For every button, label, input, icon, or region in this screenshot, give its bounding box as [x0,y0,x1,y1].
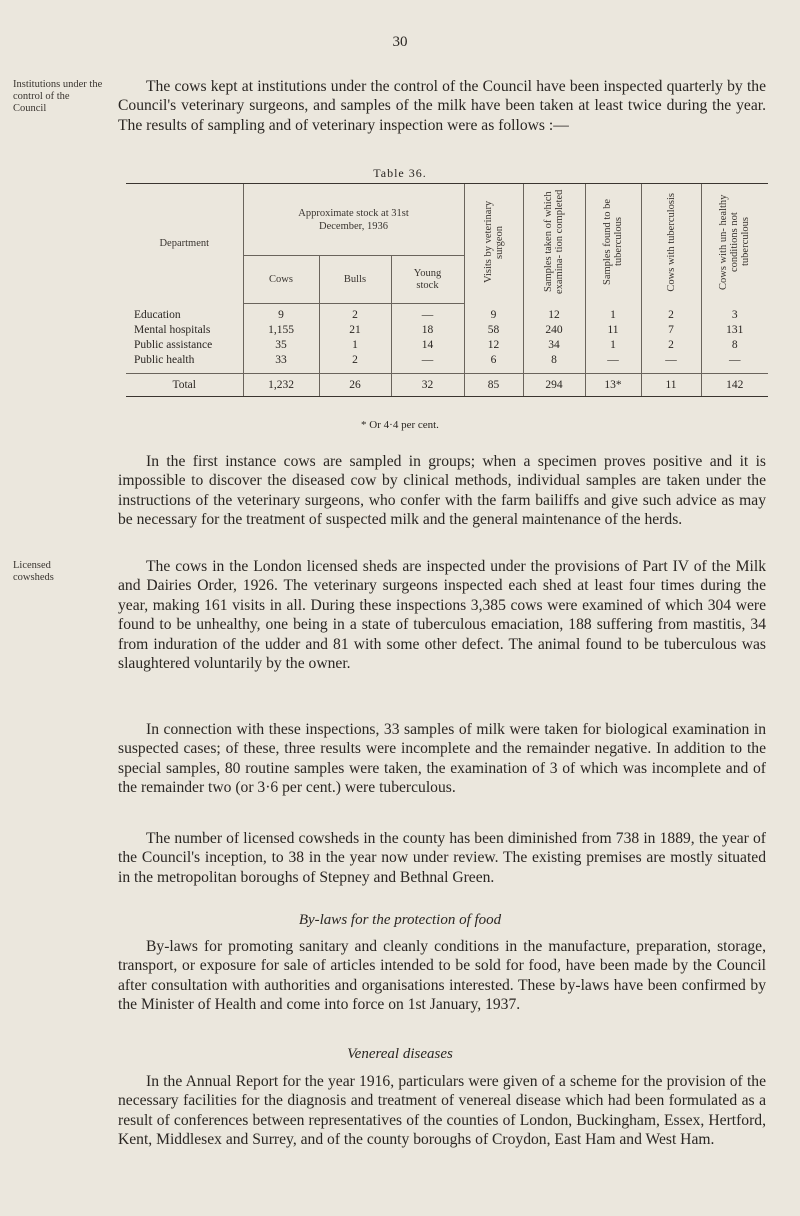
table-cell: 1,155 [243,323,319,338]
table-cell: 1,232 [243,374,319,397]
table-cell: 9 [243,304,319,324]
heading-venereal: Venereal diseases [347,1046,453,1062]
table-cell: 1 [585,338,641,353]
table-row [126,323,768,338]
paragraph-bylaws: By-laws for promoting sanitary and cleanly conditions in the manufacture, preparation, storage, transport, or exposure for sale of articles intended to be sold for food, have been made by the Council after consultation with authorities and organisations interested. These by-laws have been confirmed by the Minister of Health and come into force on 1st January, 1937. [118,938,766,1014]
table-cell: 21 [319,323,391,338]
table-cell: Mental hospitals [134,324,211,336]
table-cell: 3 [701,304,768,324]
table-cell: 26 [319,374,391,397]
paragraph-cowshed-count: The number of licensed cowsheds in the county has been diminished from 738 in 1889, the year of the Council's inception, to 38 in the year now under review. The existing premises are mostly situated in the metropolitan boroughs of Stepney and Bethnal Green. [118,830,766,886]
table-cell: 34 [523,338,585,353]
table-cell: 13* [585,374,641,397]
table-cell: 8 [701,338,768,353]
table-cell: Total [126,374,243,397]
table-cell: 1 [319,338,391,353]
table-cell: Public assistance [134,339,213,351]
header-cows: Cows [243,256,319,304]
paragraph-sampling: In the first instance cows are sampled in groups; when a specimen proves positive and it is impossible to discover the diseased cow by clinical methods, individual samples are taken under the instructions of the veterinary surgeons, who confer with the farm bailiffs and give such advice as may be necessary for the treatment of suspected milk and the general maintenance of the herds. [118,453,766,529]
table-cell: 8 [523,353,585,374]
table-cell: Public health [134,354,195,366]
header-department: Department [126,184,243,304]
table-cell: 142 [701,374,768,397]
heading-bylaws: By-laws for the protection of food [298,912,502,928]
table-cell: 240 [523,323,585,338]
table-cell: 12 [523,304,585,324]
table-cell: 294 [523,374,585,397]
table-cell: 1 [585,304,641,324]
table-cell: Education [134,308,181,321]
table-cell: 2 [319,304,391,324]
paragraph-licensed-sheds: The cows in the London licensed sheds are inspected under the provisions of Part IV of the Milk and Dairies Order, 1926. The veterinary surgeons inspected each shed at least four times during the year, making 161 visits in all. During these inspections 3,385 cows were examined of which 304 were found to be unhealthy, one being in a state of tuberculous emaciation, 188 suffering from mastitis, 34 from induration of the udder and 81 with some other defect. The animal found to be tuberculous was slaughtered voluntarily by the owner. [118,558,766,673]
header-young-stock: Young stock [391,256,464,304]
table-cell: — [585,353,641,374]
header-cows-tuberculosis: Cows with tuberculosis [641,184,701,304]
table-cell: 58 [464,323,523,338]
table-cell: 14 [391,338,464,353]
table-cell: 2 [641,304,701,324]
margin-note-licensed: Licensed cowsheds [13,560,54,583]
margin-note-institutions: Institutions under the control of the Council [13,79,103,114]
table-total-row [126,374,768,397]
table-cell: 35 [243,338,319,353]
table-cell: 18 [391,323,464,338]
table-cell: — [641,353,701,374]
table-cell: 9 [464,304,523,324]
header-visits: Visits by veterinary surgeon [464,184,523,304]
table-cell: 33 [243,353,319,374]
table-cell: 32 [391,374,464,397]
table-cell: 131 [701,323,768,338]
table-row [126,304,768,324]
table-cell: — [701,353,768,374]
page-number: 30 [392,34,408,50]
intro-paragraph: The cows kept at institutions under the control of the Council have been inspected quarterly by the Council's veterinary surgeons, and samples of the milk have been taken at least twice during the year. The results of sampling and of veterinary inspection were as follows :— [118,78,766,134]
table-cell: 12 [464,338,523,353]
table-caption: Table 36. [373,166,427,180]
table-row [126,338,768,353]
table-footnote: * Or 4·4 per cent. [361,419,439,431]
table-cell: — [391,304,464,324]
table-cell: 11 [641,374,701,397]
table-cell: 7 [641,323,701,338]
table-cell: 6 [464,353,523,374]
header-cows-unhealthy: Cows with un- healthy conditions not tuberculous [701,184,768,304]
table-36 [126,183,768,397]
table-cell: — [391,353,464,374]
header-stock-group: Approximate stock at 31st December, 1936 [243,184,464,256]
table-cell: 2 [641,338,701,353]
paragraph-milk-samples: In connection with these inspections, 33 samples of milk were taken for biological examination in suspected cases; of these, three results were incomplete and the remainder negative. In addition to the special samples, 80 routine samples were taken, the examination of 3 of which was incomplete and of the remainder two (or 3·6 per cent.) were tuberculous. [118,721,766,797]
header-samples-tuberculous: Samples found to be tuberculous [585,184,641,304]
header-bulls: Bulls [319,256,391,304]
table-cell: 11 [585,323,641,338]
table-cell: 2 [319,353,391,374]
header-samples-taken: Samples taken of which examina- tion completed [523,184,585,304]
table-cell: 85 [464,374,523,397]
paragraph-venereal: In the Annual Report for the year 1916, particulars were given of a scheme for the provision of the necessary facilities for the diagnosis and treatment of venereal disease which had been formulated as a result of conferences between representatives of the counties of London, Buckingham, Essex, Hertford, Kent, Middlesex and Surrey, and of the county boroughs of Croydon, East Ham and West Ham. [118,1073,766,1149]
table-row [126,353,768,374]
